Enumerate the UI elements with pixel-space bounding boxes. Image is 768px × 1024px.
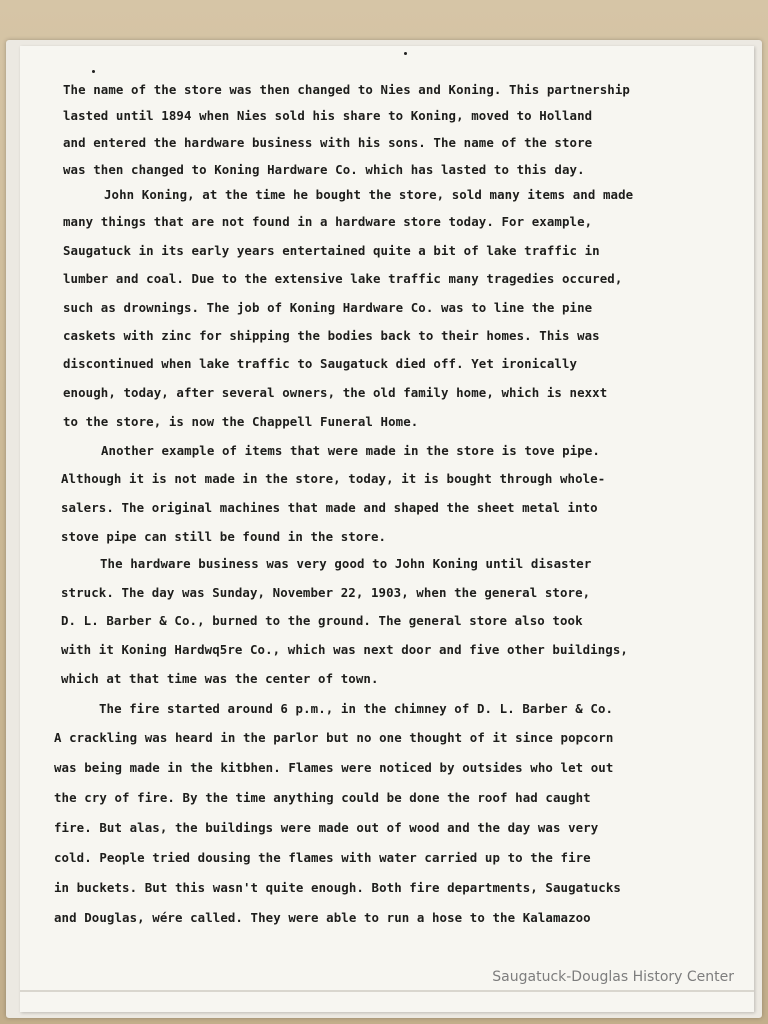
text-line: salers. The original machines that made and shaped the sheet metal into xyxy=(61,500,598,515)
text-line: The fire started around 6 p.m., in the chimney of D. L. Barber & Co. xyxy=(99,701,614,716)
text-line: D. L. Barber & Co., burned to the ground. The general store also took xyxy=(61,613,583,628)
text-line: was then changed to Koning Hardware Co. which has lasted to this day. xyxy=(63,162,585,177)
text-line: lasted until 1894 when Nies sold his share to Koning, moved to Holland xyxy=(63,108,593,123)
text-line: and Douglas, wére called. They were able to run a hose to the Kalamazoo xyxy=(54,910,591,925)
text-line: The hardware business was very good to John Koning until disaster xyxy=(100,556,592,571)
text-line: Another example of items that were made in the store is tove pipe. xyxy=(101,443,600,458)
text-line: fire. But alas, the buildings were made out of wood and the day was very xyxy=(54,820,599,835)
text-line: John Koning, at the time he bought the store, sold many items and made xyxy=(104,187,634,202)
text-line: with it Koning Hardwq5re Co., which was next door and five other buildings, xyxy=(61,642,628,657)
text-line: discontinued when lake traffic to Saugatuck died off. Yet ironically xyxy=(63,356,578,371)
text-line: to the store, is now the Chappell Funeral Home. xyxy=(63,414,419,429)
underlying-page-edge xyxy=(20,990,754,992)
text-line: The name of the store was then changed to Nies and Koning. This partnership xyxy=(63,82,630,97)
text-line: caskets with zinc for shipping the bodies back to their homes. This was xyxy=(63,328,600,343)
text-line: cold. People tried dousing the flames with water carried up to the fire xyxy=(54,850,591,865)
text-line: the cry of fire. By the time anything could be done the roof had caught xyxy=(54,790,591,805)
text-line: lumber and coal. Due to the extensive lake traffic many tragedies occured, xyxy=(63,271,623,286)
text-line: was being made in the kitbhen. Flames were noticed by outsides who let out xyxy=(54,760,614,775)
watermark-text: Saugatuck-Douglas History Center xyxy=(492,969,734,985)
paper-speck xyxy=(92,70,95,73)
text-line: stove pipe can still be found in the store. xyxy=(61,529,387,544)
text-line: in buckets. But this wasn't quite enough. Both fire departments, Saugatucks xyxy=(54,880,621,895)
text-line: and entered the hardware business with his sons. The name of the store xyxy=(63,135,593,150)
text-line: enough, today, after several owners, the old family home, which is nexxt xyxy=(63,385,608,400)
text-line: struck. The day was Sunday, November 22, 1903, when the general store, xyxy=(61,585,591,600)
text-line: Although it is not made in the store, today, it is bought through whole- xyxy=(61,471,606,486)
text-line: many things that are not found in a hardware store today. For example, xyxy=(63,214,593,229)
text-line: such as drownings. The job of Koning Hardware Co. was to line the pine xyxy=(63,300,593,315)
text-line: A crackling was heard in the parlor but no one thought of it since popcorn xyxy=(54,730,614,745)
paper-speck xyxy=(404,52,407,55)
text-line: which at that time was the center of town. xyxy=(61,671,379,686)
text-line: Saugatuck in its early years entertained quite a bit of lake traffic in xyxy=(63,243,600,258)
